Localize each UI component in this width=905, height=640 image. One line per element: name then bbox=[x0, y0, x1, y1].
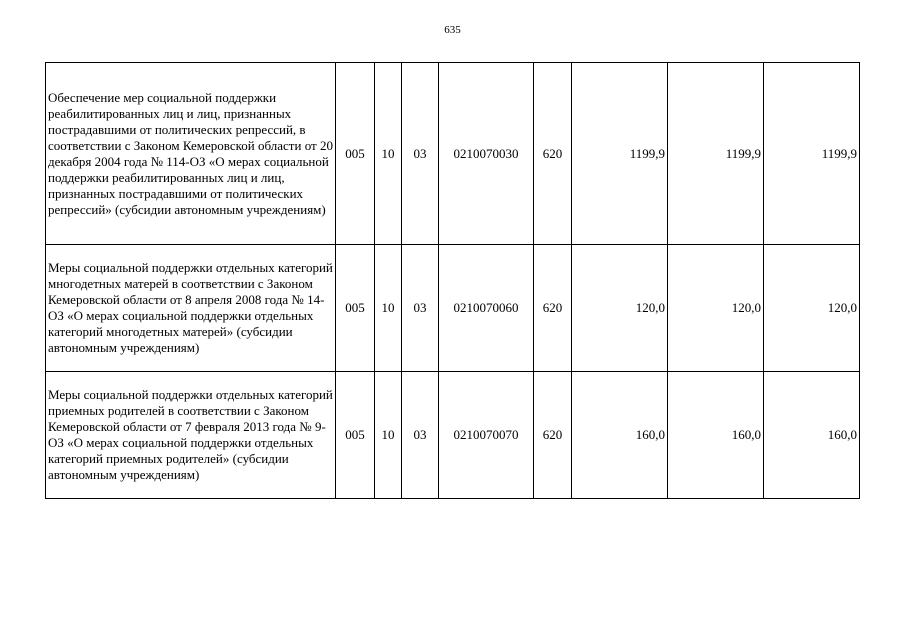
expense-type-code: 620 bbox=[534, 372, 572, 499]
row-description: Меры социальной поддержки отдельных категорий многодетных матерей в соответствии с Законом Кемеровской области от 8 апреля 2008 года № 14-ОЗ «О мерах социальной поддержки отдельных категорий многодетных матерей» (субсидии автономным учреждениям) bbox=[46, 245, 336, 372]
table-row bbox=[46, 245, 860, 372]
page-number: 635 bbox=[444, 24, 461, 36]
amount-year-1: 1199,9 bbox=[572, 63, 668, 245]
subsection-code: 03 bbox=[402, 245, 439, 372]
amount-year-3: 1199,9 bbox=[764, 63, 860, 245]
table-row bbox=[46, 63, 860, 245]
amount-year-1: 160,0 bbox=[572, 372, 668, 499]
expense-type-code: 620 bbox=[534, 63, 572, 245]
section-code: 10 bbox=[375, 245, 402, 372]
section-code: 10 bbox=[375, 63, 402, 245]
budget-table bbox=[45, 62, 860, 499]
target-article-code: 0210070060 bbox=[439, 245, 534, 372]
amount-year-3: 120,0 bbox=[764, 245, 860, 372]
row-description: Обеспечение мер социальной поддержки реабилитированных лиц и лиц, признанных пострадавшими от политических репрессий, в соответствии с Законом Кемеровской области от 20 декабря 2004 года № 114-ОЗ «О мерах социальной поддержки реабилитированных лиц и лиц, признанных пострадавшими от политических репрессий» (субсидии автономным учреждениям) bbox=[46, 63, 336, 245]
subsection-code: 03 bbox=[402, 63, 439, 245]
table-row bbox=[46, 372, 860, 499]
target-article-code: 0210070070 bbox=[439, 372, 534, 499]
ministry-code: 005 bbox=[336, 245, 375, 372]
amount-year-2: 1199,9 bbox=[668, 63, 764, 245]
row-description: Меры социальной поддержки отдельных категорий приемных родителей в соответствии с Законом Кемеровской области от 7 февраля 2013 года № 9-ОЗ «О мерах социальной поддержки отдельных категорий приемных родителей» (субсидии автономным учреждениям) bbox=[46, 372, 336, 499]
amount-year-2: 120,0 bbox=[668, 245, 764, 372]
target-article-code: 0210070030 bbox=[439, 63, 534, 245]
ministry-code: 005 bbox=[336, 63, 375, 245]
amount-year-2: 160,0 bbox=[668, 372, 764, 499]
section-code: 10 bbox=[375, 372, 402, 499]
amount-year-1: 120,0 bbox=[572, 245, 668, 372]
amount-year-3: 160,0 bbox=[764, 372, 860, 499]
subsection-code: 03 bbox=[402, 372, 439, 499]
ministry-code: 005 bbox=[336, 372, 375, 499]
expense-type-code: 620 bbox=[534, 245, 572, 372]
